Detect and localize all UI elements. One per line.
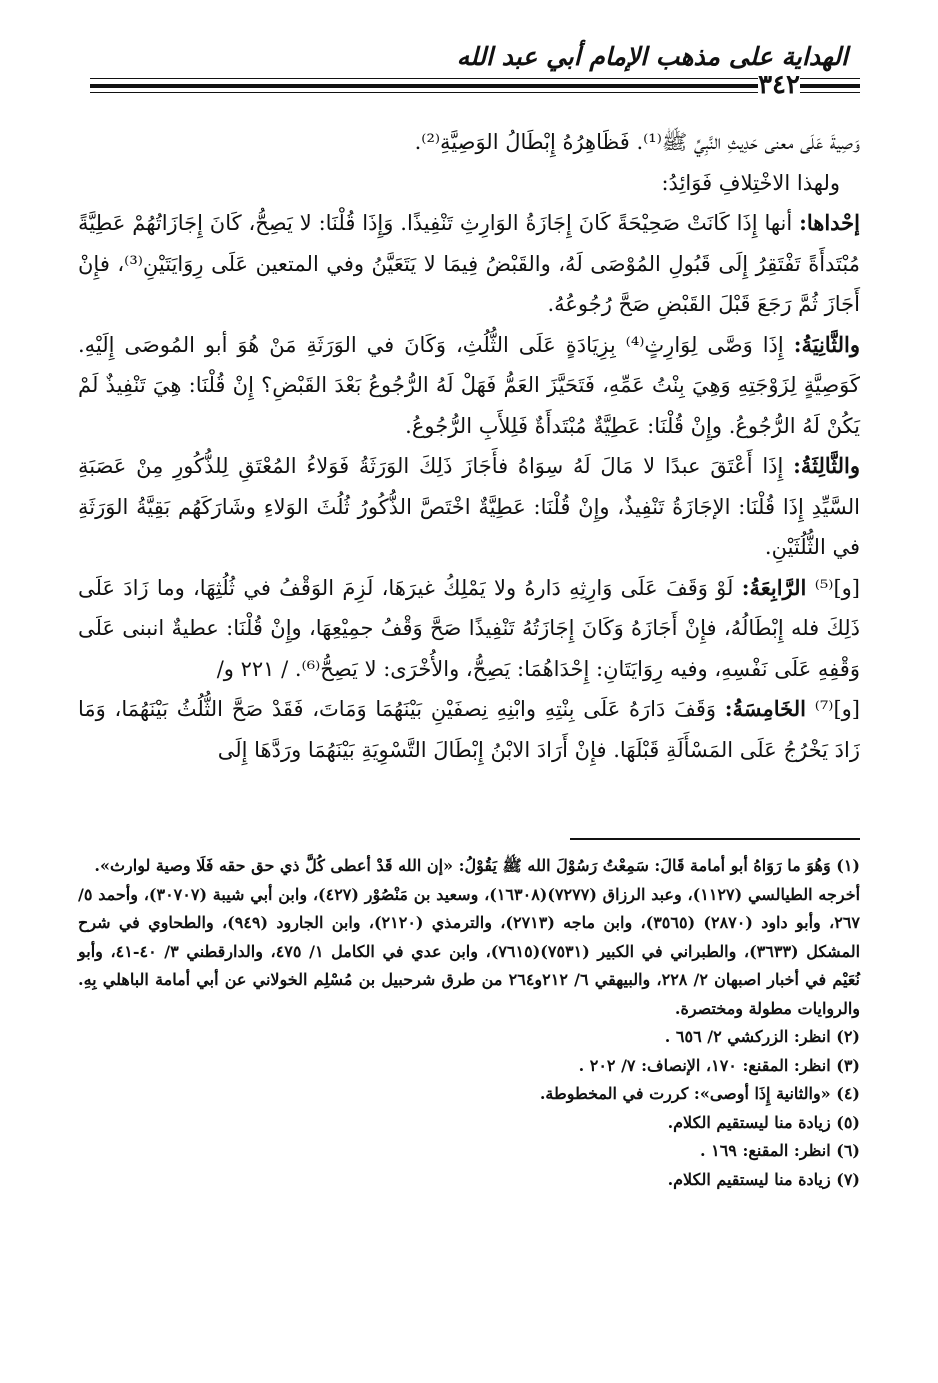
benefit-fifth-label: الخَامِسَةُ:: [724, 696, 806, 721]
benefit-fourth-prefix: [و]⁽⁵⁾: [814, 575, 860, 600]
page-number: ٣٤٢: [758, 70, 800, 100]
header-rule-right-thin-bottom: [800, 92, 860, 93]
benefit-first-label: إحْداها:: [799, 210, 860, 235]
footnote-1-sources: أخرجه الطيالسي (١١٢٧)، وعبد الرزاق (٧٢٧٧)(١٦٣٠٨)، وسعيد بن مَنْصُوْر (٤٢٧)، وابن أبي شيبة (٣٠٧٠٧)، وأحمد ٥/ ٢٦٧، وأبو داود (٢٨٧٠) (٣٥٦٥)، وابن ماجه (٢٧١٣)، والترمذي (٢١٢٠)، وابن الجارود (٩٤٩)، والطحاوي في شرح المشكل (٣٦٣٣)، والطبراني في الكبير (٧٥٣١)(٧٦١٥)، وابن عدي في الكامل ١/ ٤٧٥، والدارقطني ٣/ ٤٠-٤١، وأبو نُعَيْم في أخبار اصبهان ٢/ ٢٢٨، والبيهقي ٦/ ٢١٢و٢٦٤ من طرق شرحبيل بن مُسْلِم الخولاني عن أبي أمامة الباهلي بِهِ. والروايات مطولة ومختصرة.: [78, 884, 861, 1018]
header-rule-thin-top: [90, 78, 758, 79]
benefit-fifth-text: وَقَفَ دَارَهُ عَلَى بِنْتِهِ وابْنِهِ نِصفَيْنِ بَيْنَهُمَا وَمَاتَ، فَقَدْ صَحَّ الثُّلُثُ بَيْنَهُمَا، وَمَا زَادَ يَخْرُجُ عَلَى المَسْأَلَةِ قَبْلَهَا. فإِنْ أَرَادَ الابْنُ إِبْطَالَ التَّسْوِيَةِ بَيْنَهُمَا ورَدَّهَا إِلَى: [78, 697, 860, 762]
footnote-7: (٧) زيادة منا ليستقيم الكلام.: [667, 1169, 860, 1189]
header-rule-thick: [90, 84, 758, 88]
benefit-third-label: والثَّالِثَةُ:: [793, 453, 860, 478]
paragraph-intro: وَصِيةَ عَلَى معنى حَدِيثِ النَّبِيِّ ﷺ⁽¹⁾. فَظَاهِرُهُ إِبْطَالُ الوَصِيَّةِ⁽²⁾.: [414, 130, 860, 154]
benefit-third-text: إِذَا أَعْتَقَ عبدًا لا مَالَ لَهُ سِوَاهُ فأَجَازَ ذَلِكَ الوَرَثَةُ فَوَلاءُ المُعْتَقِ لِلذُّكُورِ مِنْ عَصَبَةِ السَّيِّدِ إِذَا قُلْنَا: الإجَازَةُ تَنْفِيذٌ، وإِنْ قُلْنَا: عَطِيَّةٌ اخْتَصَّ الذُّكُورُ ثُلُثَ الوَلاءِ وشَارَكَهُم بَقِيَّةُ الوَرَثَةِ في الثُّلُثَيْنِ.: [78, 454, 860, 559]
footnote-6: (٦) انظر: المقنع: ١٦٩ .: [699, 1141, 860, 1160]
main-text: [78, 122, 860, 770]
paragraph-benefits-heading: ولهذا الاخْتِلافِ فَوَائِدُ:: [661, 170, 840, 195]
benefit-fourth: [78, 568, 860, 690]
benefit-fifth-prefix: [و]⁽⁷⁾: [814, 697, 860, 721]
benefit-second-text: إِذَا وَصَّى لِوَارِثٍ⁽⁴⁾ بِزِيَادَةٍ عَلَى الثُّلُثِ، وَكَانَ في الوَرَثَةِ مَنْ هُوَ أبو المُوصَى إِلَيْهِ. كَوَصِيَّةٍ لِزَوْجَتِهِ وَهِيَ بِنْتُ عَمِّهِ، فَتَحَيَّزَ العَمُّ فَهَلْ لَهُ الرُّجُوعُ بَعْدَ القَبْضِ؟ إِنْ قُلْنَا: هِيَ تَنْفِيذٌ لَمْ يَكُنْ لَهُ الرُّجُوعُ. وإِنْ قُلْنَا: عَطِيَّةٌ مُبْتَدأَةٌ فَلِلأَبِ الرُّجُوعُ.: [78, 332, 860, 438]
benefit-first: [78, 203, 860, 325]
benefit-fourth-label: الرَّابِعَةُ:: [741, 574, 807, 600]
benefit-third: [78, 446, 860, 568]
header-rule-thin-bottom: [90, 92, 758, 93]
footnote-3: (٣) انظر: المقنع: ١٧٠، الإنصاف: ٧/ ٢٠٢ .: [578, 1055, 860, 1075]
footnote-2: (٢) انظر: الزركشي ٢/ ٦٥٦ .: [664, 1027, 860, 1046]
footnotes: [78, 852, 860, 1194]
header-rule-right-thick: [800, 84, 860, 88]
benefit-first-text: أنها إِذَا كَانَتْ صَحِيْحَةً كَانَ إِجَازَةُ الوَارِثِ تَنْفِيذًا. وَإِذَا قُلْنَا: لا يَصِحُّ، كَانَ إِجَازَاتُهُمْ عَطِيَّةً مُبْتَدأَةً تَفْتَقِرُ إِلَى قَبُولِ المُوْصَى لَهُ، والقَبْضُ فِيمَا لا يَتَعَيَّنُ وفي المتعين عَلَى رِوَايَتَيْنِ⁽³⁾، فإِنْ أَجَازَ ثُمَّ رَجَعَ قَبْلَ القَبْضِ صَحَّ رُجُوعُهُ.: [78, 211, 860, 316]
benefit-fifth: [78, 689, 860, 770]
header-rule-right-thin-top: [800, 78, 860, 79]
benefit-second-label: والثَّانِيَةُ:: [793, 331, 860, 357]
footnote-4: (٤) «والثانية إِذَا أوصى»: كررت في المخطوطة.: [539, 1084, 860, 1103]
running-title: الهداية على مذهب الإمام أبي عبد الله: [456, 42, 848, 71]
footnote-separator: [570, 838, 860, 840]
footnote-5: (٥) زيادة منا ليستقيم الكلام.: [667, 1112, 860, 1132]
benefit-fourth-text: لَوْ وَقَفَ عَلَى وَارِثِهِ دَارهُ ولا يَمْلِكُ غيرَهَا، لَزِمَ الوَقْفُ في ثُلُثِهَا، وما زَادَ عَلَى ذَلِكَ فله إِبْطَالُهُ، فإِنْ أَجَازَهُ وَكَانَ إِجَازَتُهُ تَنْفِيذًا صَحَّ وَقْفُ جمِيْعِهَا، وإِنْ قُلْنَا: عطيةٌ انبنى عَلَى وَقْفِهِ عَلَى نَفْسِهِ، وفيه رِوَايَتَانِ: إِحْدَاهُمَا: يَصِحُّ، والأُخْرَى: لا يَصِحُّ⁽⁶⁾. / ٢٢١ و/: [78, 575, 860, 681]
benefit-second: [78, 325, 860, 447]
footnote-1: (١) وَهُوَ ما رَوَاهُ أبو أمامة قَالَ: سَمِعْتُ رَسُوْلَ الله ﷺ يَقُوْلُ: «إن الله قَدْ أعطى كُلَّ ذي حق حقه فَلَا وصية لوارث».: [94, 856, 860, 875]
